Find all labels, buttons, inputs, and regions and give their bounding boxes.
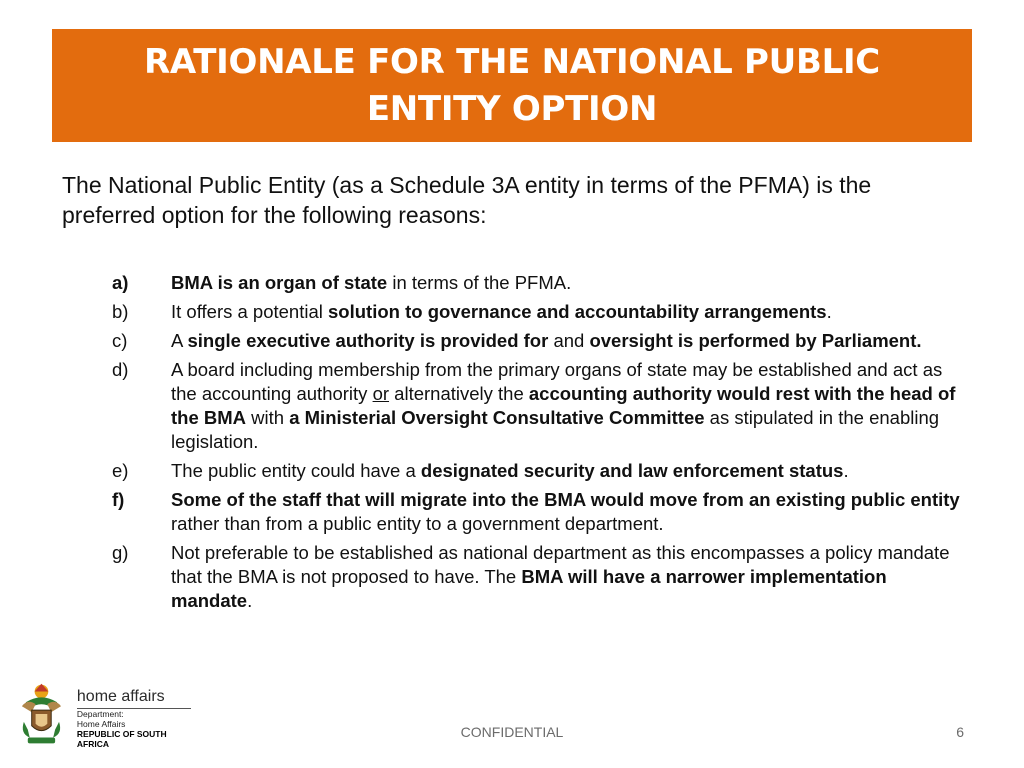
text-run: and <box>548 330 590 351</box>
intro-paragraph: The National Public Entity (as a Schedule 3A entity in terms of the PFMA) is the preferred option for the following reasons: <box>62 172 872 228</box>
list-item-text <box>171 358 972 454</box>
list-item <box>112 488 972 536</box>
list-item <box>112 541 972 613</box>
list-marker: a) <box>112 272 129 293</box>
logo-home-affairs: Home Affairs <box>76 719 126 729</box>
text-run: as stipulated in the enabling legislation. <box>171 407 940 452</box>
text-run: . <box>843 460 849 481</box>
text-run: solution to governance and accountability arrangements <box>328 301 827 322</box>
list-marker: e) <box>112 460 129 481</box>
list-item-text <box>171 541 972 613</box>
text-run: a Ministerial Oversight Consultative Committee <box>289 407 705 428</box>
list-item <box>112 358 972 454</box>
text-run: A <box>171 330 188 351</box>
text-run: designated security and law enforcement status <box>420 460 844 481</box>
logo-name: home affairs <box>77 688 191 709</box>
text-run: Some of the staff that will migrate into the BMA would move from an existing public entity <box>171 489 960 510</box>
text-run: or <box>372 383 390 404</box>
text-run: A board including membership from the primary organs of state may be established and act as the accounting authority <box>171 359 943 404</box>
list-marker: g) <box>112 542 129 563</box>
text-run: rather than from a public entity to a government department. <box>171 513 664 534</box>
text-run: single executive authority is provided for <box>187 330 549 351</box>
logo-department: Department: <box>76 709 124 719</box>
text-run: with <box>246 407 290 428</box>
page-number: 6 <box>956 724 964 740</box>
list-item-text <box>171 329 972 353</box>
text-run: alternatively the <box>389 383 529 404</box>
list-item-text <box>171 488 972 536</box>
text-run: accounting authority would rest with the head of the BMA <box>171 383 956 428</box>
text-run: in terms of the PFMA. <box>387 272 572 293</box>
footer-confidential: CONFIDENTIAL <box>460 724 564 740</box>
list-marker: b) <box>112 301 129 322</box>
text-run: . <box>826 301 832 322</box>
reasons-list <box>112 271 972 618</box>
list-item <box>112 271 972 295</box>
text-run: It offers a potential <box>171 301 329 322</box>
text-run: The public entity could have a <box>171 460 421 481</box>
text-run: Not preferable to be established as national department as this encompasses a policy mandate that the BMA is not proposed to have. The <box>171 542 950 587</box>
slide-title: RATIONALE FOR THE NATIONAL PUBLIC ENTITY OPTION <box>144 41 880 129</box>
text-run: . <box>247 590 253 611</box>
list-item-text <box>171 300 972 324</box>
text-run: BMA is an organ of state <box>171 272 388 293</box>
title-banner <box>52 29 972 142</box>
text-run: BMA will have a narrower implementation mandate <box>171 566 887 611</box>
list-marker: c) <box>112 330 128 351</box>
logo-republic: REPUBLIC OF SOUTH AFRICA <box>76 729 167 749</box>
list-item <box>112 329 972 353</box>
list-item-text <box>171 459 972 483</box>
text-run: oversight is performed by Parliament. <box>589 330 922 351</box>
list-item <box>112 300 972 324</box>
list-item-text <box>171 271 972 295</box>
list-marker: f) <box>112 489 125 510</box>
list-marker: d) <box>112 359 129 380</box>
list-item <box>112 459 972 483</box>
